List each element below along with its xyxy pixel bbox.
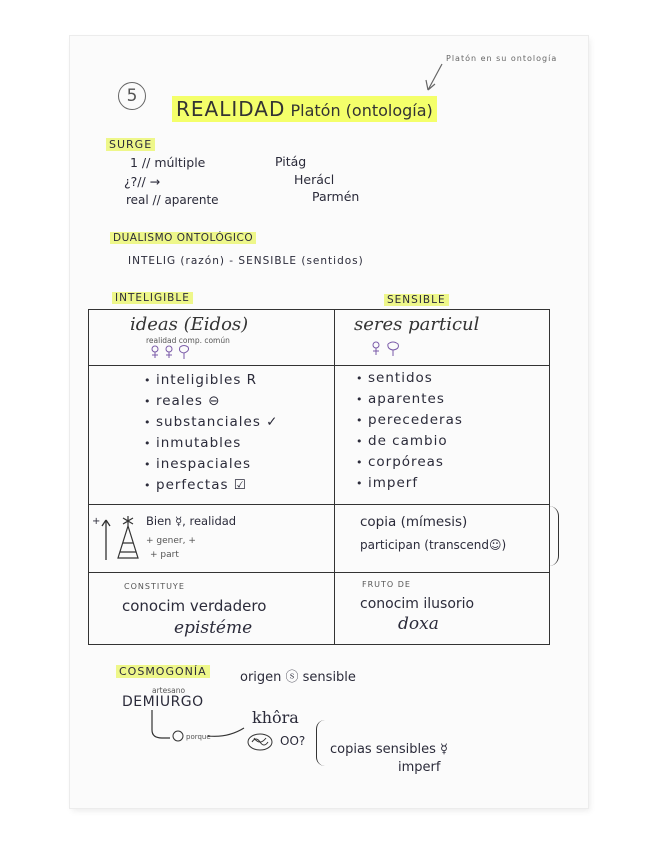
ideas-figures-icon: [150, 344, 190, 364]
cosmogonia-heading: COSMOGONÍA: [116, 665, 210, 678]
list-item: • de cambio: [356, 431, 463, 452]
artesano-note: artesano: [152, 686, 186, 695]
copia-line: copia (mímesis): [360, 514, 468, 530]
list-item: • inespaciales: [144, 454, 278, 475]
demiurgo: DEMIURGO: [122, 694, 204, 710]
col-label-sensible: SENSIBLE: [384, 294, 449, 306]
ool-text: OO?: [280, 734, 306, 748]
title-sub: Platón (ontología): [290, 101, 433, 120]
surge-left-3: real // aparente: [126, 193, 219, 207]
margin-note: Platón en su ontología: [446, 54, 558, 63]
ideas-title: ideas (Eidos): [130, 314, 249, 335]
bien-line-2: + gener, +: [146, 536, 196, 546]
page-number: 5: [126, 86, 138, 106]
surge-right-2: Herácl: [294, 172, 335, 187]
bien-line-1: Bien ☿, realidad: [146, 514, 237, 528]
surge-heading: SURGE: [106, 138, 155, 151]
dualismo-heading: DUALISMO ONTOLÓGICO: [110, 232, 256, 244]
dualismo-text: INTELIG (razón) - SENSIBLE (sentidos): [128, 255, 364, 267]
demiurgo-connector: [148, 708, 248, 748]
fruto-label: FRUTO DE: [362, 580, 411, 589]
conocim-verdadero: conocim verdadero: [122, 597, 267, 615]
copia-bracket: [548, 506, 559, 566]
list-item: • aparentes: [356, 389, 463, 410]
surge-left-1: 1 // múltiple: [130, 155, 206, 170]
table-row-divider: [88, 365, 550, 366]
col-label-inteligible: INTELIGIBLE: [112, 292, 193, 304]
list-item: • perfectas ☑: [144, 475, 278, 496]
khora: khôra: [252, 708, 299, 727]
list-item: • inteligibles R: [144, 370, 278, 391]
surge-right-1: Pitág: [275, 154, 307, 169]
table-row-divider: [88, 504, 550, 505]
conocim-ilusorio: conocim ilusorio: [360, 596, 475, 612]
list-item: • sentidos: [356, 368, 463, 389]
bien-line-3: + part: [150, 550, 179, 560]
episteme: epistéme: [174, 618, 253, 638]
table-col-divider: [334, 309, 335, 645]
chaos-icon: [246, 732, 276, 756]
mira-note: porque: [186, 733, 211, 741]
list-item: • corpóreas: [356, 452, 463, 473]
surge-left-2: ¿?// →: [124, 174, 161, 189]
ideas-note: realidad comp. común: [146, 336, 230, 345]
page-number-circle: [118, 82, 146, 110]
participan-line: participan (transcend☺): [360, 538, 507, 552]
inteligible-list: [144, 370, 278, 496]
list-item: • perecederas: [356, 410, 463, 431]
margin-arrow-icon: [420, 62, 444, 100]
surge-right-3: Parmén: [312, 189, 360, 204]
list-item: • imperf: [356, 473, 463, 494]
title-main: REALIDAD: [176, 97, 286, 121]
constituye-label: CONSTITUYE: [124, 582, 185, 591]
page-title: [172, 96, 437, 122]
imperf-note: imperf: [398, 760, 441, 775]
copias-sensibles: copias sensibles ☿: [330, 742, 448, 757]
doxa: doxa: [398, 614, 439, 634]
plus-sign: +: [92, 516, 101, 527]
khora-bracket: [316, 720, 325, 766]
list-item: • substanciales ✓: [144, 412, 278, 433]
seres-title: seres particul: [354, 314, 480, 335]
sensible-list: [356, 368, 463, 494]
seres-figures-icon: [370, 340, 404, 362]
pyramid-icon: [100, 512, 144, 568]
table-row-divider: [88, 572, 550, 573]
list-item: • reales ⊖: [144, 391, 278, 412]
list-item: • inmutables: [144, 433, 278, 454]
cosmogonia-origin: origen ⓢ sensible: [240, 670, 356, 685]
